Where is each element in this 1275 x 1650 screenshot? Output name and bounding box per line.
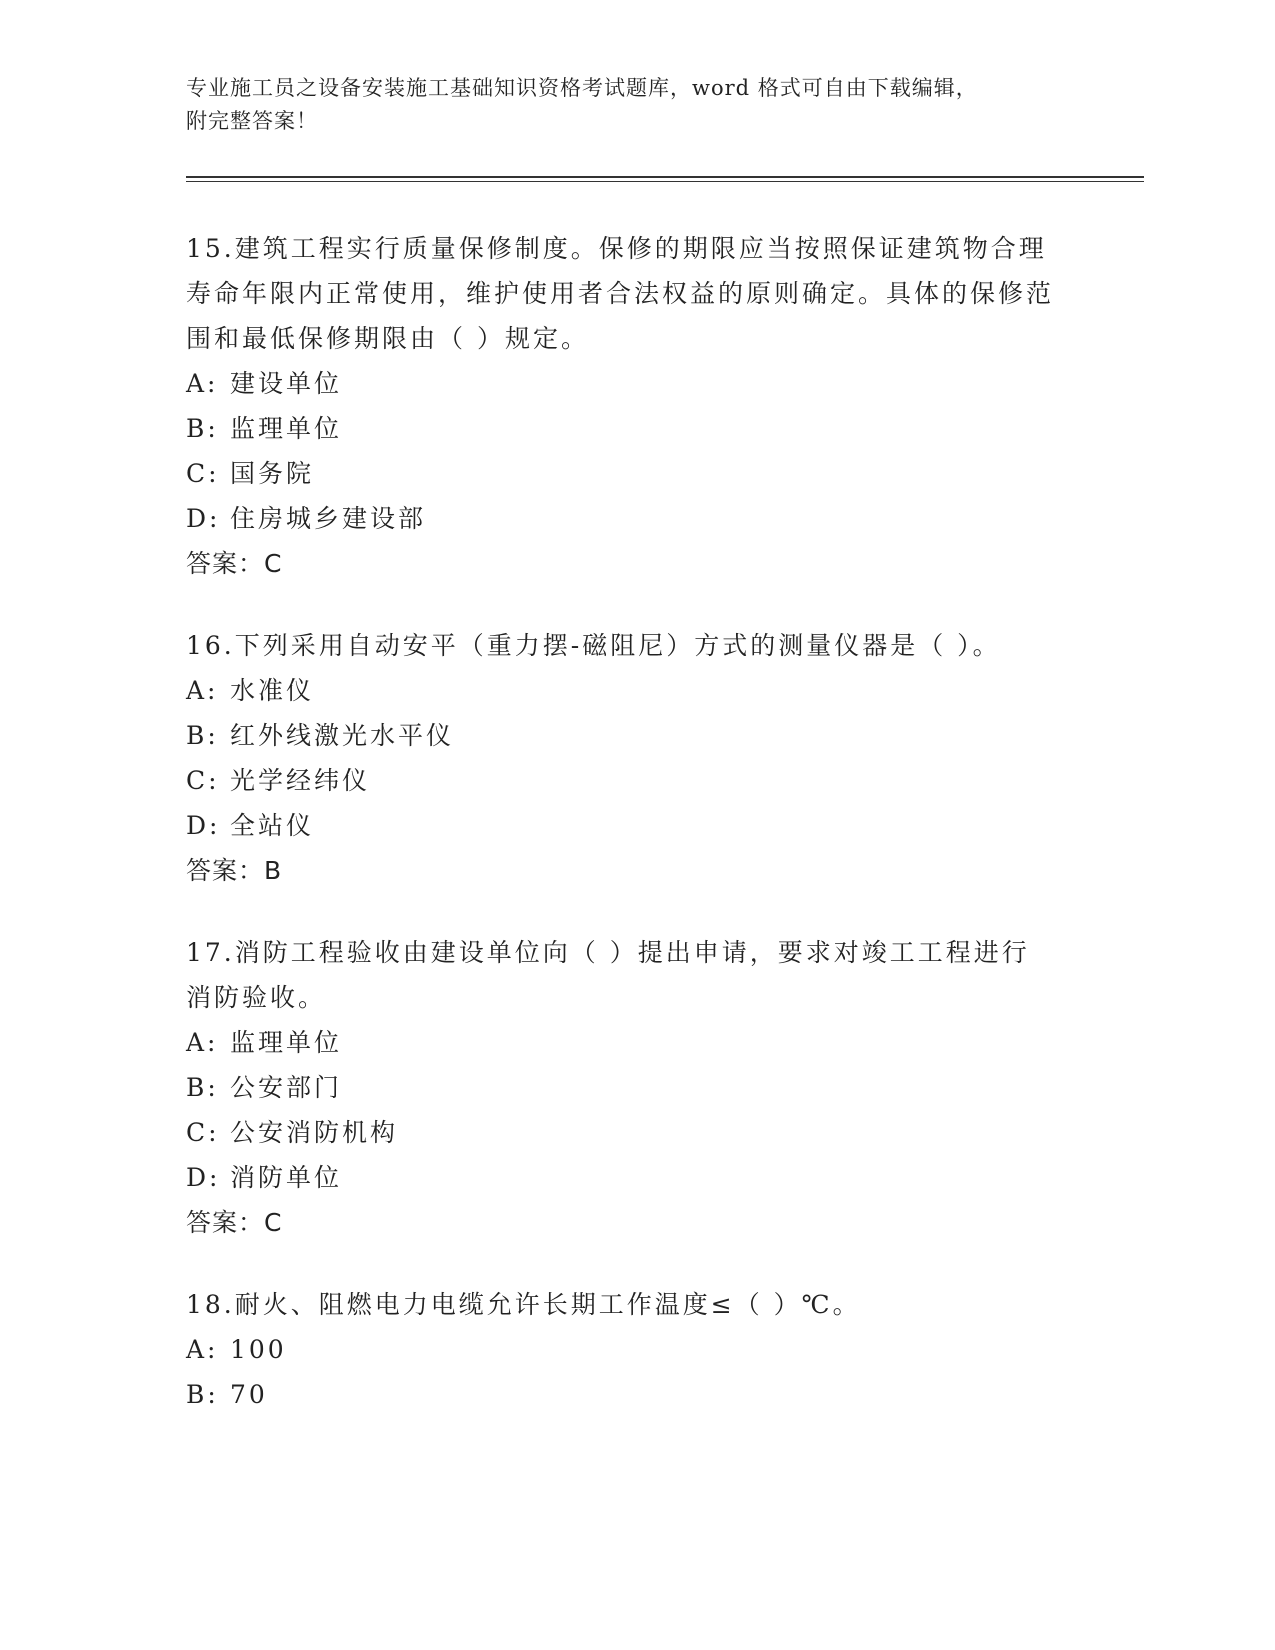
option-key: D:	[186, 504, 221, 533]
option-text: 建设单位	[230, 369, 343, 398]
header-divider-thin	[186, 181, 1144, 182]
question-stem: 16.下列采用自动安平（重力摆-磁阻尼）方式的测量仪器是（ ）。	[186, 631, 1001, 660]
option-key: A:	[186, 676, 219, 705]
option-c	[186, 758, 1086, 803]
option-text: 消防单位	[230, 1163, 343, 1192]
option-key: A:	[186, 369, 219, 398]
option-key: D:	[186, 811, 221, 840]
option-key: C:	[186, 459, 220, 488]
option-text: 国务院	[230, 459, 315, 488]
option-a	[186, 1327, 1086, 1372]
option-b	[186, 406, 1086, 451]
option-text: 住房城乡建设部	[230, 504, 427, 533]
question-16	[186, 623, 1086, 894]
option-c	[186, 1110, 1086, 1155]
option-text: 全站仪	[230, 811, 315, 840]
question-15	[186, 226, 1086, 587]
question-stem: 15.建筑工程实行质量保修制度。保修的期限应当按照保证建筑物合理寿命年限内正常使用，维护使用者合法权益的原则确定。具体的保修范围和最低保修期限由（ ）规定。	[186, 234, 1055, 353]
option-a	[186, 1020, 1086, 1065]
option-text: 水准仪	[230, 676, 315, 705]
option-key: B:	[186, 414, 219, 443]
option-key: C:	[186, 1118, 220, 1147]
option-b	[186, 1065, 1086, 1110]
question-17	[186, 930, 1086, 1246]
option-text: 监理单位	[230, 1028, 343, 1057]
header-intro-line-2: 附完整答案！	[186, 109, 318, 133]
answer-line: 答案：C	[186, 1208, 283, 1237]
answer-line: 答案：C	[186, 549, 283, 578]
question-stem: 17.消防工程验收由建设单位向（ ）提出申请，要求对竣工工程进行消防验收。	[186, 938, 1030, 1012]
question-18	[186, 1282, 1086, 1417]
option-key: A:	[186, 1028, 219, 1057]
option-text: 公安部门	[230, 1073, 343, 1102]
option-d	[186, 496, 1086, 541]
header-divider-thick	[186, 176, 1144, 178]
option-text: 红外线激光水平仪	[230, 721, 455, 750]
option-key: B:	[186, 1380, 219, 1409]
option-a	[186, 361, 1086, 406]
option-key: A:	[186, 1335, 219, 1364]
option-text: 光学经纬仪	[230, 766, 371, 795]
option-b	[186, 1372, 1086, 1417]
answer-line: 答案：B	[186, 856, 283, 885]
question-list	[186, 226, 1086, 1453]
option-text: 70	[230, 1380, 268, 1409]
option-a	[186, 668, 1086, 713]
option-key: B:	[186, 1073, 219, 1102]
option-d	[186, 1155, 1086, 1200]
option-text: 100	[230, 1335, 287, 1364]
option-b	[186, 713, 1086, 758]
option-key: C:	[186, 766, 220, 795]
header-intro-line-1: 专业施工员之设备安装施工基础知识资格考试题库，word 格式可自由下载编辑，	[186, 76, 978, 100]
question-stem: 18.耐火、阻燃电力电缆允许长期工作温度≤（ ）℃。	[186, 1290, 861, 1319]
option-key: D:	[186, 1163, 221, 1192]
option-text: 公安消防机构	[230, 1118, 399, 1147]
option-c	[186, 451, 1086, 496]
document-header	[186, 72, 1066, 138]
option-key: B:	[186, 721, 219, 750]
option-text: 监理单位	[230, 414, 343, 443]
option-d	[186, 803, 1086, 848]
